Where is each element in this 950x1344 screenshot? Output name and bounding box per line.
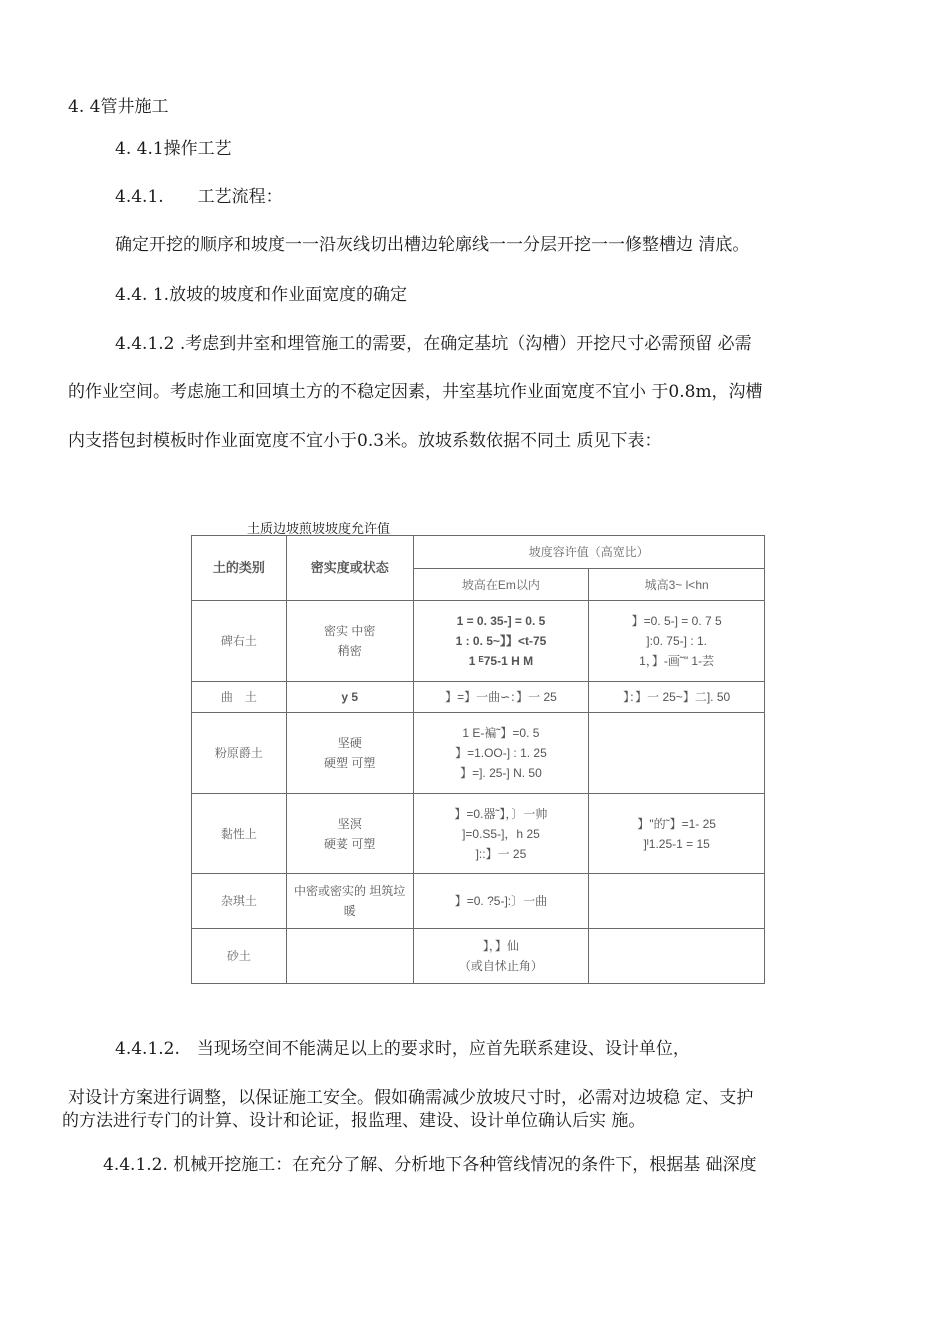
cell-soil-type: 曲 土 xyxy=(192,682,287,713)
cell-slope-range xyxy=(589,713,765,794)
cell-slope-within: 】=】一曲∽：】一 25 xyxy=(413,682,589,713)
cell-slope-within: 】=0. ?5-]:〕一曲 xyxy=(413,874,589,929)
process-flow-text: 确定开挖的顺序和坡度一一沿灰线切出槽边轮廓线一一分层开挖一一修整槽边 清底。 xyxy=(115,235,750,255)
paragraph-1-line-3: 内支搭包封模板时作业面宽度不宜小于0.3米。放坡系数依据不同土 质见下表： xyxy=(68,431,662,451)
cell-slope-range: 】"的˜】=1- 25 ]ᴵ1.25-1 = 15 xyxy=(589,794,765,874)
header-density: 密实度或状态 xyxy=(286,536,413,601)
slope-heading: 4.4. 1.放坡的坡度和作业面宽度的确定 xyxy=(115,285,408,305)
cell-slope-within: 】，】仙 （或自怵止角） xyxy=(413,929,589,984)
table-row xyxy=(192,929,765,984)
cell-density: 坚溟 硬荽 可塑 xyxy=(286,794,413,874)
paragraph-3: 4.4.1.2. 机械开挖施工：在充分了解、分析地下各种管线情况的条件下，根据基 础深度 xyxy=(103,1155,757,1175)
header-allowable-slope: 坡度容许值（高宽比） xyxy=(413,536,764,569)
cell-soil-type: 杂琪土 xyxy=(192,874,287,929)
cell-slope-within: 】=0.器˜】，〕一帅 ]=0.S5-]，h 25 ]::】一 25 xyxy=(413,794,589,874)
paragraph-2-line-1: 4.4.1.2. 当现场空间不能满足以上的要求时，应首先联系建设、设计单位， xyxy=(115,1039,690,1059)
cell-soil-type: 砂土 xyxy=(192,929,287,984)
cell-soil-type: 碑右土 xyxy=(192,601,287,682)
section-heading-4-4-1-1: 4.4.1. 工艺流程： xyxy=(115,187,283,207)
cell-density: 中密或密实的 坦筑垃 暖 xyxy=(286,874,413,929)
cell-soil-type: 粉原爵土 xyxy=(192,713,287,794)
header-height-range: 城高3~ l<hn xyxy=(589,569,765,601)
section-heading-4-4: 4. 4管井施工 xyxy=(68,97,169,117)
cell-soil-type: 黏性上 xyxy=(192,794,287,874)
cell-slope-range xyxy=(589,874,765,929)
cell-density: y 5 xyxy=(286,682,413,713)
slope-table xyxy=(191,535,765,984)
paragraph-1-line-2: 的作业空间。考虑施工和回填土方的不稳定因素，井室基坑作业面宽度不宜小 于0.8m，沟槽 xyxy=(68,382,763,402)
section-heading-4-4-1: 4. 4.1操作工艺 xyxy=(115,139,232,159)
cell-slope-range xyxy=(589,929,765,984)
table-row xyxy=(192,794,765,874)
cell-slope-within: 1 = 0. 35-] = 0. 5 1 : 0. 5~】】<t-75 1 ᴱ75-1 H M xyxy=(413,601,589,682)
cell-density xyxy=(286,929,413,984)
header-soil-type: 土的类别 xyxy=(192,536,287,601)
table-row xyxy=(192,682,765,713)
paragraph-1-line-1: 4.4.1.2 .考虑到井室和埋管施工的需要，在确定基坑（沟槽）开挖尺寸必需预留 必需 xyxy=(115,334,752,354)
cell-slope-range: 】：】一 25~】二]. 50 xyxy=(589,682,765,713)
cell-slope-range: 】=0. 5-] = 0. 7 5 ]:0. 75-] : 1. 1，】-画˜" 1-芸 xyxy=(589,601,765,682)
table-row xyxy=(192,874,765,929)
paragraph-2-line-2: 对设计方案进行调整，以保证施工安全。假如确需减少放坡尺寸时，必需对边坡稳 定、支护 xyxy=(68,1088,754,1108)
cell-slope-within: 1 E-褊˜】=0. 5 】=1.OO-] : 1. 25 】=]. 25-] N. 50 xyxy=(413,713,589,794)
cell-density: 密实 中密 稍密 xyxy=(286,601,413,682)
cell-density: 坚硬 硬塑 可塑 xyxy=(286,713,413,794)
paragraph-2-line-3: 的方法进行专门的计算、设计和论证，报监理、建设、设计单位确认后实 施。 xyxy=(62,1111,646,1131)
table-row xyxy=(192,601,765,682)
header-height-within: 坡高在Em以内 xyxy=(413,569,589,601)
table-row xyxy=(192,713,765,794)
table-caption: 土质边坡煎坡坡度允许值 xyxy=(247,521,391,536)
